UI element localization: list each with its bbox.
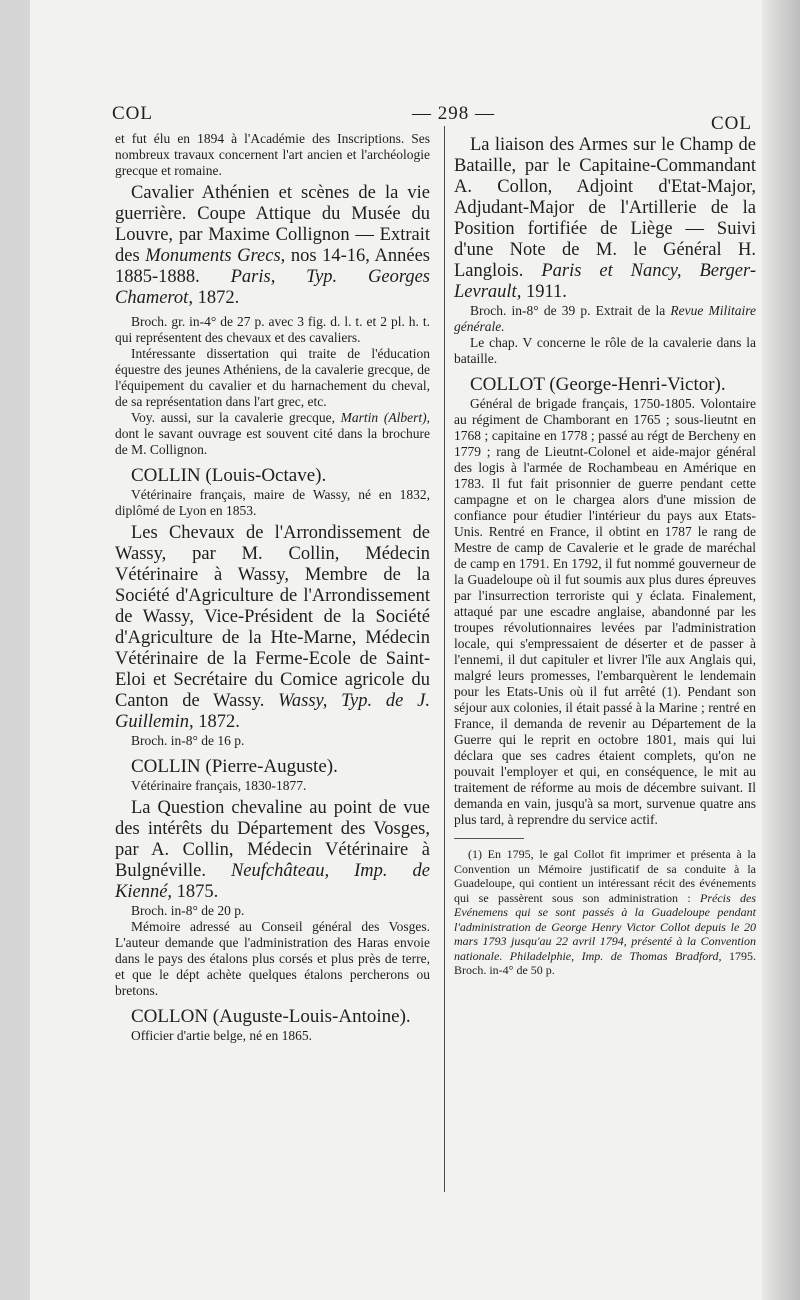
- voy-part: Voy. aussi, sur la cavalerie grecque,: [131, 410, 341, 425]
- work-title-part: Les Chevaux de l'Arrondissement de Wassy, par M. Collin, Médecin Vétérinaire à Wassy, Membre de la Société d'Agriculture de l'Arrondissement de Wassy, Vice-Président de la Société d'Agriculture de la Hte-Marne, Médecin Vétérinaire de la Ferme-Ecole de Saint-Eloi et Secrétaire du Comice agricole du Canton de Wassy.: [115, 523, 430, 711]
- work-title-part: 1872.: [193, 712, 240, 732]
- footnote-italic: Précis des Evénemens qui se sont passés à la Guadeloupe pendant l'administration de George Henry Victor Collot depuis le 20 mars 1793 jusqu'au 22 avril 1794, présenté à la Convention nationale. Philadelphie, Imp. de Thomas Bradford,: [454, 890, 756, 963]
- work-title-italic: Monuments Grecs: [145, 246, 281, 266]
- broch-liaison-armes: [454, 303, 756, 335]
- footnote-part: 1795. Broch. in-4° de 50 p.: [454, 948, 757, 977]
- broch-part: Broch. in-8° de 39 p. Extrait de la: [470, 303, 671, 318]
- footnote-part: (1) En 1795, le gal Collot fit imprimer et présenta à la Convention un Mémoire justificatif de sa conduite à la Guadeloupe, qui contient un intéressant récit des événements qui se passèrent sous son administration :: [454, 847, 756, 905]
- column-divider: [444, 126, 445, 1192]
- broch-chevaux-wassy: Broch. in-8° de 16 p.: [131, 733, 245, 748]
- note-question-chevaline: Mémoire adressé au Conseil général des Vosges. L'auteur demande que l'administration des Haras envoie dans le pays des étalons plus corsés et plus près de terre, et que le dépt achète quelques étalons percherons ou bretons.: [115, 919, 430, 998]
- work-title-italic: Wassy, Typ. de J. Guillemin,: [115, 691, 430, 732]
- bio-collin-pierre: Vétérinaire français, 1830-1877.: [131, 778, 307, 793]
- work-title-italic: Paris, Typ. Georges Chamerot,: [115, 267, 430, 308]
- voy-part: , dont le savant ouvrage est souvent cité dans la brochure de M. Collignon.: [115, 410, 430, 457]
- note-liaison-armes: Le chap. V concerne le rôle de la cavalerie dans la bataille.: [454, 335, 756, 366]
- work-title-part: 1875.: [172, 882, 219, 902]
- bio-collot: Général de brigade français, 1750-1805. Volontaire au régiment de Chamborant en 1765 ; sous-lieutnt en 1768 ; capitaine en 1778 ; passé au régt de Bercheny en 1779 ; rang de Lieutnt-Colonel et aide-major général des logis à l'armée de Rochambeau en Amérique en 1783. Il fut fait prisonnier de guerre pendant cette campagne et on le chargea alors d'une mission de confiance pour étudier l'intérieur du pays aux Etats-Unis. Rentré en France, il obtint en 1787 le rang de Mestre de camp de Cavalerie et le grade de maréchal de camp en 1791. En 1792, il fut nommé gouverneur de la Guadeloupe où il fut soumis aux plus dures épreuves par l'insurrection terroriste qui y éclata. Finalement, attaqué par une escadre anglaise, abandonné par les troupes révolutionnaires levées par l'administration locale, qui s'empressaient de déserter et de passer à l'ennemi, il dut capituler et livrer l'île aux Anglais qui, malgré leurs promesses, l'embarquèrent le lendemain pour les Etats-Unis où il fut arrêté (1). Pendant son séjour aux colonies, il était passé à la Marine ; rentré en France, il demanda de revenir au Département de la Guerre qui le reprit en octobre 1801, mais qui lui déclara que ses cadres étaient complets, qu'on ne pouvait l'employer et qui, en conséquence, le mit au traitement de réforme au mois de décembre suivant. Il demanda en vain, jusqu'à sa mort, survenue quatre ans plus tard, à reprendre du service actif.: [454, 396, 756, 827]
- voy-italic: Martin (Albert): [340, 410, 427, 425]
- work-title-liaison-armes: [454, 135, 756, 303]
- work-title-part: Cavalier Athénien et scènes de la vie guerrière. Coupe Attique du Musée du Louvre, par Maxime Collignon — Extrait des: [115, 183, 430, 266]
- broch-cavalier: Broch. gr. in-4° de 27 p. avec 3 fig. d. l. t. et 2 pl. h. t. qui représentent des chevaux et des cavaliers.: [115, 314, 430, 345]
- footnote: [454, 847, 756, 978]
- footnote-rule: [454, 838, 524, 839]
- work-title-question-chevaline: [115, 798, 430, 903]
- work-title-cavalier: [115, 183, 430, 309]
- bio-collon: Officier d'artie belge, né en 1865.: [131, 1028, 312, 1043]
- work-title-part: La Question chevaline au point de vue des intérêts du Département des Vosges, par A. Collin, Médecin Vétérinaire à Bulgnéville.: [115, 798, 430, 881]
- bio-collin-louis: Vétérinaire français, maire de Wassy, né en 1832, diplômé de Lyon en 1853.: [115, 487, 430, 518]
- broch-question-chevaline: Broch. in-8° de 20 p.: [131, 903, 245, 918]
- broch-italic: Revue Militaire générale.: [454, 303, 756, 334]
- work-title-part: 1911.: [521, 282, 567, 302]
- intro-text: et fut élu en 1894 à l'Académie des Inscriptions. Ses nombreux travaux concernent l'art ancien et l'archéologie grecque et romaine.: [115, 131, 430, 178]
- work-title-italic: Neufchâteau, Imp. de Kienné,: [115, 861, 430, 902]
- header-left: COL: [112, 103, 153, 124]
- work-title-part: La liaison des Armes sur le Champ de Bataille, par le Capitaine-Commandant A. Collon, Adjoint d'Etat-Major, Adjudant-Major de l'Artillerie de la Position fortifiée de Liège — Suivi d'une Note de M. le Général H. Langlois.: [454, 135, 756, 281]
- page-number: — 298 —: [412, 103, 495, 124]
- header-right: COL: [711, 113, 752, 134]
- author-collot: COLLOT (George-Henri-Victor).: [470, 374, 726, 395]
- work-title-part: 1872.: [192, 288, 240, 308]
- work-title-italic: Paris et Nancy, Berger-Levrault,: [454, 261, 756, 302]
- page-edge-shadow: [762, 0, 800, 1300]
- running-header: [112, 103, 752, 134]
- author-collon: COLLON (Auguste-Louis-Antoine).: [131, 1006, 411, 1027]
- work-title-chevaux-wassy: [115, 523, 430, 733]
- right-column: [454, 131, 756, 978]
- voy-cavalier: [115, 410, 430, 458]
- work-title-part: , nos 14-16, Années 1885-1888.: [115, 246, 430, 287]
- note-cavalier: Intéressante dissertation qui traite de l'éducation équestre des jeunes Athéniens, de la cavalerie grecque, de l'équipement du cavalier et du harnachement du cheval, de sa représentation dans l'art grec, etc.: [115, 346, 430, 409]
- author-collin-louis: COLLIN (Louis-Octave).: [131, 465, 327, 486]
- left-column: [115, 131, 430, 1044]
- author-collin-pierre: COLLIN (Pierre-Auguste).: [131, 756, 338, 777]
